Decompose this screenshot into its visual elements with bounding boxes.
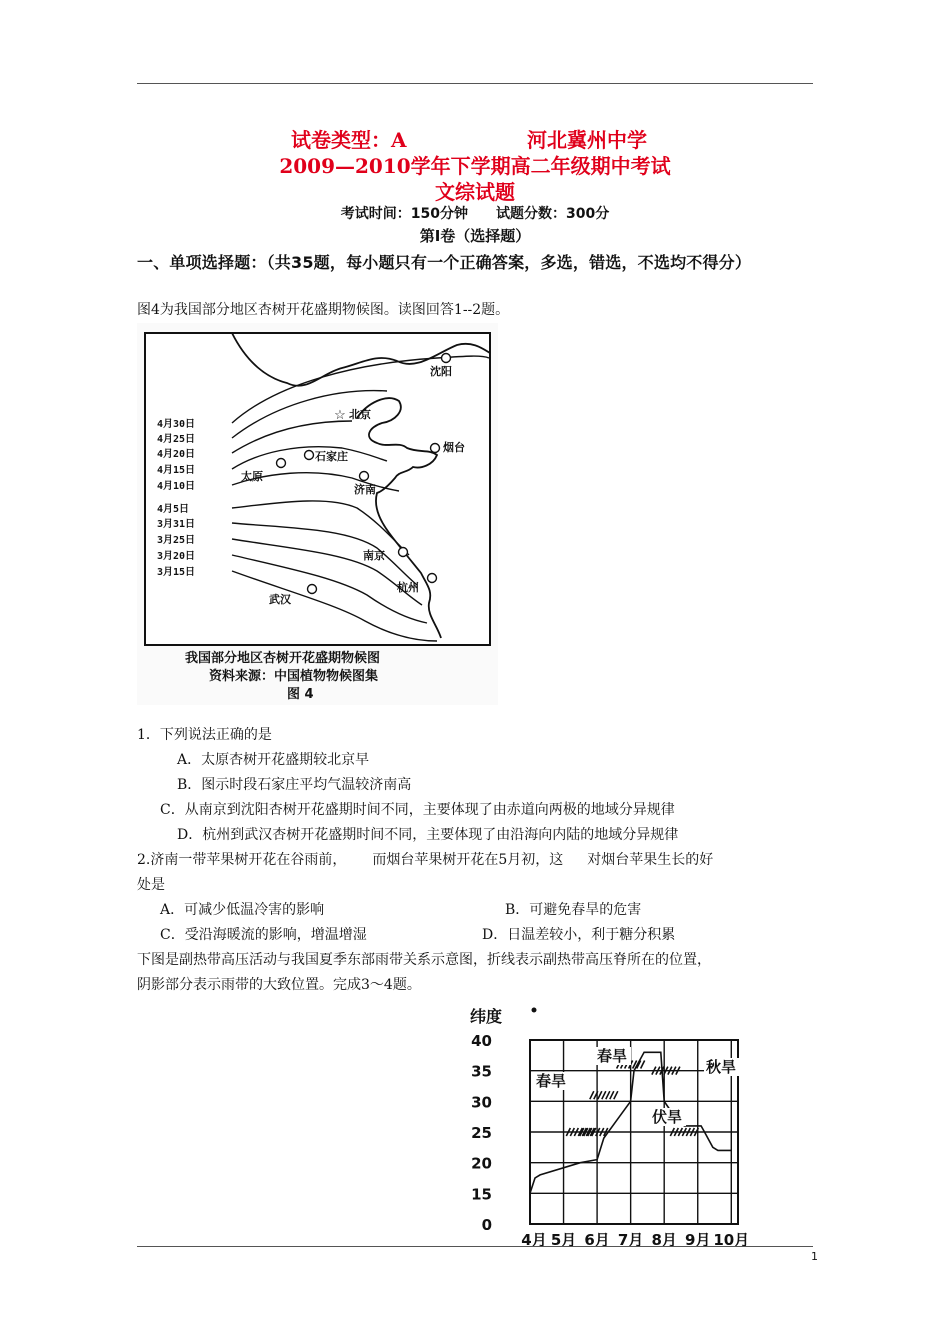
x-tick-label: 6月 [584, 1231, 610, 1248]
page-number: 1 [811, 1250, 818, 1263]
city-marker-hangzhou [428, 574, 437, 583]
intro-2-line-2: 阴影部分表示雨带的大致位置。完成3～4题。 [137, 977, 421, 993]
drought-annotation: 伏旱 [652, 1108, 683, 1126]
figure-4-map [137, 323, 498, 705]
city-marker-jinan [360, 472, 369, 481]
city-label: 北京 [349, 408, 371, 421]
exam-info [0, 203, 950, 223]
y-tick-label: 35 [471, 1062, 492, 1081]
city-marker-taiyuan [277, 459, 286, 468]
city-label: 沈阳 [430, 365, 452, 378]
footer-rule [137, 1246, 813, 1247]
city-label: 南京 [363, 549, 385, 562]
y-tick-label: 20 [471, 1154, 492, 1173]
y-tick-label: 0 [481, 1216, 492, 1234]
y-tick-label: 40 [471, 1032, 492, 1050]
phenology-map [137, 323, 498, 705]
volume-heading: 第Ⅰ卷（选择题） [419, 227, 531, 245]
q1-option-d: D．杭州到武汉杏树开花盛期时间不同，主要体现了由沿海向内陆的地域分异规律 [177, 827, 679, 843]
q2-option-b: B．可避免春旱的危害 [505, 902, 642, 918]
city-marker-wuhan [308, 585, 317, 594]
drought-annotation: 春旱 [597, 1047, 628, 1065]
drought-annotation: 秋旱 [706, 1058, 737, 1076]
drought-annotation: 春旱 [536, 1072, 567, 1090]
isoline-label: 4月30日 [157, 419, 196, 430]
q2-stem-part: 对烟台苹果生长的好 [587, 852, 714, 868]
isoline-label: 4月20日 [157, 449, 196, 460]
q2-option-d: D．日温差较小，利于糖分积累 [482, 927, 676, 943]
school-name: 河北冀州中学 [527, 128, 647, 152]
y-tick-label: 25 [471, 1124, 492, 1142]
intro-2-line-1: 下图是副热带高压活动与我国夏季东部雨带关系示意图，折线表示副热带高压脊所在的位置， [137, 952, 711, 968]
y-tick-label: 15 [471, 1185, 492, 1204]
exam-score: 试题分数：300分 [496, 206, 610, 222]
isoline-label: 3月25日 [157, 535, 196, 546]
y-tick-label: 30 [471, 1093, 492, 1112]
x-tick-label: 9月 [685, 1231, 711, 1248]
star-icon: ☆ [334, 408, 346, 423]
city-marker-nanjing [399, 548, 408, 557]
q1-option-c: C．从南京到沈阳杏树开花盛期时间不同，主要体现了由赤道向两极的地域分异规律 [160, 802, 675, 818]
exam-time: 考试时间：150分钟 [340, 206, 468, 222]
figure-number: 图 4 [287, 687, 314, 702]
q2-option-c: C．受沿海暖流的影响，增温增湿 [160, 927, 367, 943]
figure-source: 资料来源：中国植物物候图集 [209, 669, 379, 684]
city-label: 武汉 [269, 593, 291, 606]
x-tick-label: 8月 [651, 1231, 677, 1248]
isoline-label: 3月15日 [157, 567, 196, 578]
y-axis-label: 纬度 [470, 1007, 503, 1026]
x-tick-label: 7月 [617, 1231, 644, 1248]
figure-caption: 我国部分地区杏树开花盛期物候图 [185, 651, 381, 666]
x-tick-label: 5月 [550, 1231, 577, 1248]
x-tick-label: 10月 [713, 1231, 750, 1248]
q1-stem: 1．下列说法正确的是 [137, 727, 272, 743]
isoline-label: 3月31日 [157, 519, 196, 530]
city-label: 烟台 [443, 441, 465, 454]
isoline-label: 4月25日 [157, 434, 196, 445]
q2-stem-part: 而烟台苹果树开花在5月初，这 [372, 852, 564, 868]
exam-subject: 文综试题 [435, 180, 515, 204]
q2-stem-end: 处是 [137, 877, 165, 893]
bullet-dot [532, 1008, 537, 1013]
isoline-label: 4月15日 [157, 465, 196, 476]
section-heading: 一、单项选择题：（共35题，每小题只有一个正确答案，多选，错选，不选均不得分） [137, 253, 752, 272]
q1-option-b: B．图示时段石家庄平均气温较济南高 [177, 777, 412, 793]
city-label: 济南 [354, 483, 376, 496]
city-label: 太原 [241, 470, 263, 483]
q2-stem-part: 2.济南一带苹果树开花在谷雨前， [137, 852, 347, 868]
paper-type: 试卷类型：A [291, 128, 407, 152]
q2-option-a: A．可减少低温冷害的影响 [160, 902, 325, 918]
intro-1: 图4为我国部分地区杏树开花盛期物候图。读图回答1--2题。 [137, 302, 510, 318]
q1-option-a: A．太原杏树开花盛期较北京早 [177, 752, 370, 768]
top-rule [137, 83, 813, 84]
x-tick-label: 4月 [521, 1231, 547, 1248]
q2-stem [137, 849, 713, 869]
chart-svg [462, 1002, 762, 1248]
exam-title: 2009—2010学年下学期高二年级期中考试 [279, 154, 671, 178]
city-label: 石家庄 [315, 450, 348, 463]
isoline-label: 3月20日 [157, 551, 196, 562]
isoline-label: 4月5日 [157, 504, 190, 515]
city-marker-yantai [431, 444, 440, 453]
subtropical-high-chart [462, 1002, 762, 1248]
city-marker-shenyang [442, 354, 451, 363]
isoline-label: 4月10日 [157, 481, 196, 492]
city-label: 杭州 [397, 581, 419, 594]
city-marker-shijiazhuang [305, 451, 314, 460]
